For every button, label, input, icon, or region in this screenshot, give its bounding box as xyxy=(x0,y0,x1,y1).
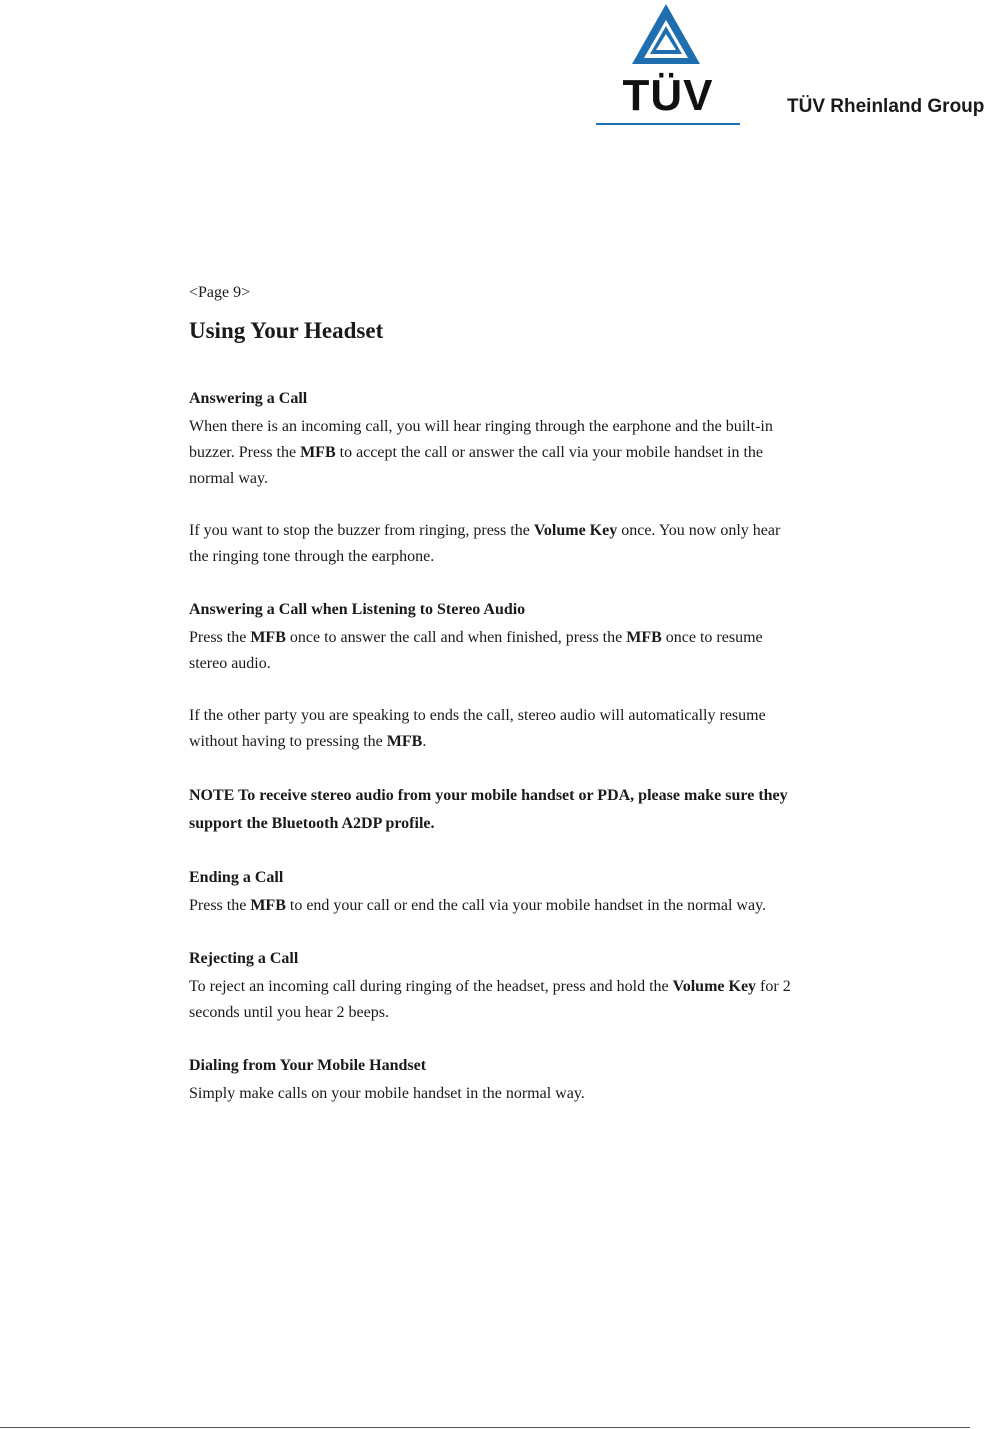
section-note xyxy=(189,782,799,838)
section-stereo xyxy=(189,597,799,755)
page-label: <Page 9> xyxy=(189,284,251,301)
paragraph: Press the MFB once to answer the call and when finished, press the MFB once to resume stereo audio. xyxy=(189,629,763,672)
group-name: TÜV Rheinland Group xyxy=(787,96,985,117)
section-heading: Answering a Call xyxy=(189,390,308,407)
section-rejecting xyxy=(189,946,799,1026)
tuv-triangle-icon xyxy=(630,2,702,66)
section-heading: Ending a Call xyxy=(189,869,284,886)
tuv-wordmark: TÜV xyxy=(622,71,714,120)
document-body xyxy=(189,284,799,1134)
section-heading: Dialing from Your Mobile Handset xyxy=(189,1057,427,1074)
page-title: Using Your Headset xyxy=(189,318,384,343)
paragraph: Simply make calls on your mobile handset in the normal way. xyxy=(189,1085,585,1102)
section-heading: Rejecting a Call xyxy=(189,950,299,967)
tuv-logo xyxy=(596,0,742,130)
section-dialing xyxy=(189,1053,799,1107)
logo-underline xyxy=(596,123,740,125)
paragraph: Press the MFB to end your call or end the call via your mobile handset in the normal way. xyxy=(189,897,767,914)
section-answering xyxy=(189,386,799,570)
note-text: NOTE To receive stereo audio from your mobile handset or PDA, please make sure they support the Bluetooth A2DP profile. xyxy=(189,787,788,832)
paragraph: If you want to stop the buzzer from ringing, press the Volume Key once. You now only hear the ringing tone through the earphone. xyxy=(189,522,781,565)
paragraph: To reject an incoming call during ringing of the headset, press and hold the Volume Key for 2 seconds until you hear 2 beeps. xyxy=(189,978,791,1021)
footer-rule xyxy=(0,1427,970,1428)
section-ending xyxy=(189,865,799,919)
paragraph: When there is an incoming call, you will hear ringing through the earphone and the built-in buzzer. Press the MFB to accept the call or answer the call via your mobile handset in the normal way. xyxy=(189,418,773,487)
section-heading: Answering a Call when Listening to Stereo Audio xyxy=(189,601,526,618)
paragraph: If the other party you are speaking to ends the call, stereo audio will automatically resume without having to pressing the MFB. xyxy=(189,707,766,750)
